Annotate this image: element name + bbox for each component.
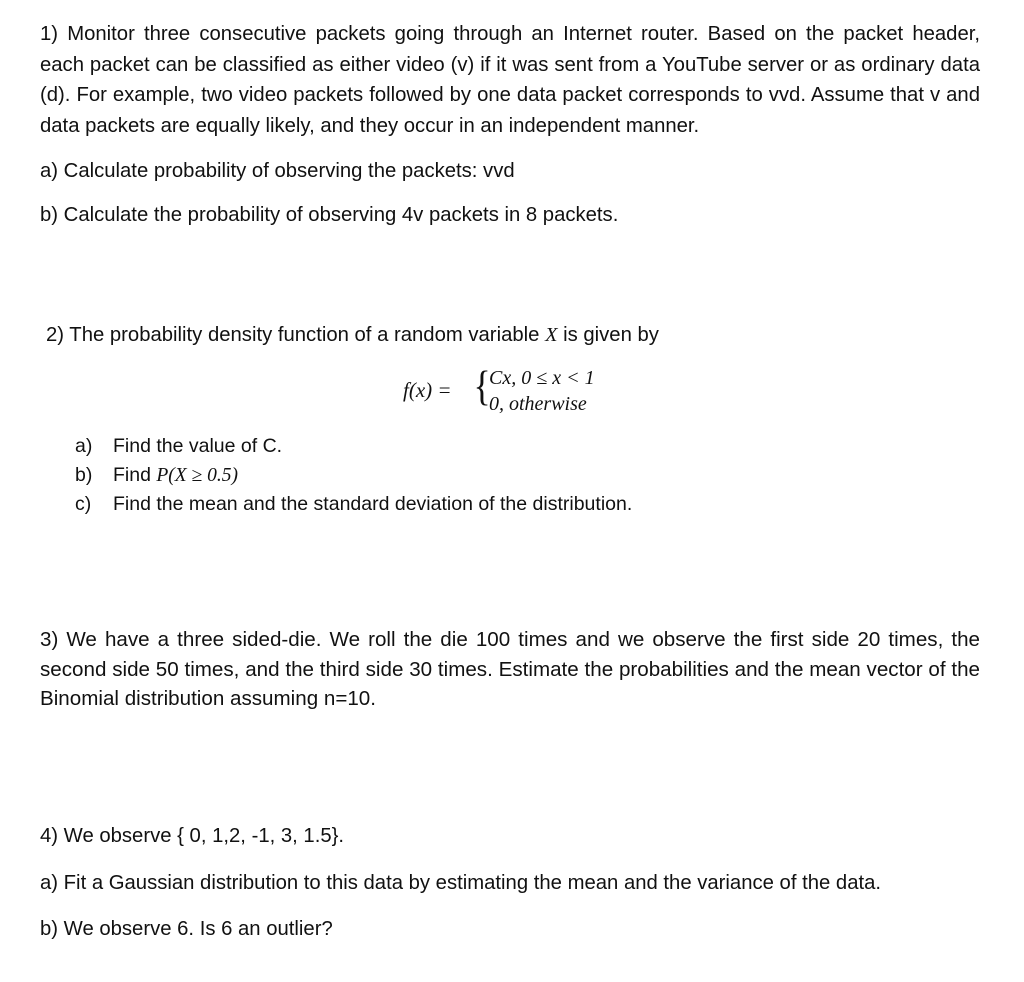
question-2-part-c-text: Find the mean and the standard deviation of the distribution. xyxy=(113,493,633,515)
question-2-part-a-text: Find the value of C. xyxy=(113,435,283,457)
question-2-part-b-math: P(X ≥ 0.5) xyxy=(156,465,238,486)
question-1-part-a: a) Calculate probability of observing the packets: vvd xyxy=(40,160,515,182)
question-3-text: 3) We have a three sided-die. We roll the die 100 times and we observe the first side 20 times, the second side 50 times, and the third side 30 times. Estimate the probabilities and the mean vector of the Binomial distribution assuming n=10. xyxy=(40,628,980,710)
formula-brace: { xyxy=(473,364,491,410)
question-2-part-c-label: c) xyxy=(75,493,92,515)
question-2-part-b-label: b) xyxy=(75,464,93,486)
question-2-intro xyxy=(46,323,659,347)
formula-case-2: 0, otherwise xyxy=(489,393,587,415)
question-2-part-a-label: a) xyxy=(75,435,93,457)
question-4-intro: 4) We observe { 0, 1,2, -1, 3, 1.5}. xyxy=(40,825,345,847)
question-2-intro-prefix: 2) The probability density function of a random variable xyxy=(46,324,546,346)
question-1-part-b: b) Calculate the probability of observing 4v packets in 8 packets. xyxy=(40,204,619,226)
question-4-part-b: b) We observe 6. Is 6 an outlier? xyxy=(40,918,333,940)
question-2-intro-suffix: is given by xyxy=(557,324,659,346)
formula-case-1: Cx, 0 ≤ x < 1 xyxy=(489,367,595,389)
question-2-variable: X xyxy=(545,324,558,346)
question-4-part-a: a) Fit a Gaussian distribution to this data by estimating the mean and the variance of the data. xyxy=(40,872,882,894)
question-2-part-c xyxy=(75,492,632,516)
question-2-part-a xyxy=(75,434,282,458)
formula-lhs: f(x) = xyxy=(403,378,452,402)
question-2-part-b xyxy=(75,463,238,488)
question-1-text: 1) Monitor three consecutive packets going through an Internet router. Based on the packet header, each packet can be classified as either video (v) if it was sent from a YouTube server or as ordinary data (d). For example, two video packets followed by one data packet corresponds to vvd. Assume that v and data packets are equally likely, and they occur in an independent manner. xyxy=(40,23,980,137)
question-2-part-b-text: Find xyxy=(113,464,157,486)
